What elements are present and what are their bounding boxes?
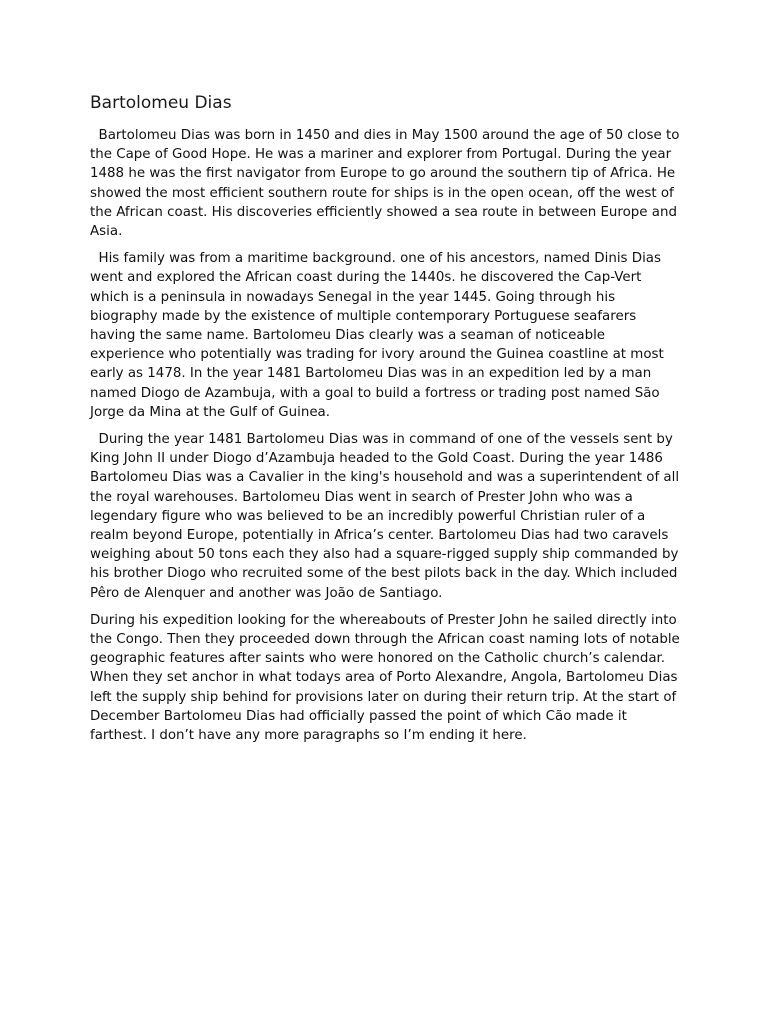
paragraph-1: Bartolomeu Dias was born in 1450 and dies in May 1500 around the age of 50 close to the Cape of Good Hope. He was a mariner and explorer from Portugal. During the year 1488 he was the first navigator from Europe to go around the southern tip of Africa. He showed the most efficient southern route for ships is in the open ocean, off the west of the African coast. His discoveries efficiently showed a sea route in between Europe and Asia.: [90, 128, 684, 240]
document-title: Bartolomeu Dias: [90, 93, 232, 113]
paragraph-4: During his expedition looking for the whereabouts of Prester John he sailed directly into the Congo. Then they proceeded down through the African coast naming lots of notable geographic features after saints who were honored on the Catholic church’s calendar. When they set anchor in what todays area of Porto Alexandre, Angola, Bartolomeu Dias left the supply ship behind for provisions later on during their return trip. At the start of December Bartolomeu Dias had officially passed the point of which Cão made it farthest. I don’t have any more paragraphs so I’m ending it here.: [90, 612, 685, 744]
paragraph-3: During the year 1481 Bartolomeu Dias was in command of one of the vessels sent by King John II under Diogo d’Azambuja headed to the Gold Coast. During the year 1486 Bartolomeu Dias was a Cavalier in the king's household and was a superintendent of all the royal warehouses. Bartolomeu Dias went in search of Prester John who was a legendary figure who was believed to be an incredibly powerful Christian ruler of a realm beyond Europe, potentially in Africa’s center. Bartolomeu Dias had two caravels weighing about 50 tons each they also had a square-rigged supply ship commanded by his brother Diogo who recruited some of the best pilots back in the day. Which included Pêro de Alenquer and another was João de Santiago.: [90, 432, 684, 601]
document-body: [90, 92, 685, 753]
paragraph-2: His family was from a maritime background. one of his ancestors, named Dinis Dias went and explored the African coast during the 1440s. he discovered the Cap-Vert which is a peninsula in nowadays Senegal in the year 1445. Going through his biography made by the existence of multiple contemporary Portuguese seafarers having the same name. Bartolomeu Dias clearly was a seaman of noticeable experience who potentially was trading for ivory around the Guinea coastline at most early as 1478. In the year 1481 Bartolomeu Dias was in an expedition led by a man named Diogo de Azambuja, with a goal to build a fortress or trading post named São Jorge da Mina at the Gulf of Guinea.: [90, 251, 669, 420]
